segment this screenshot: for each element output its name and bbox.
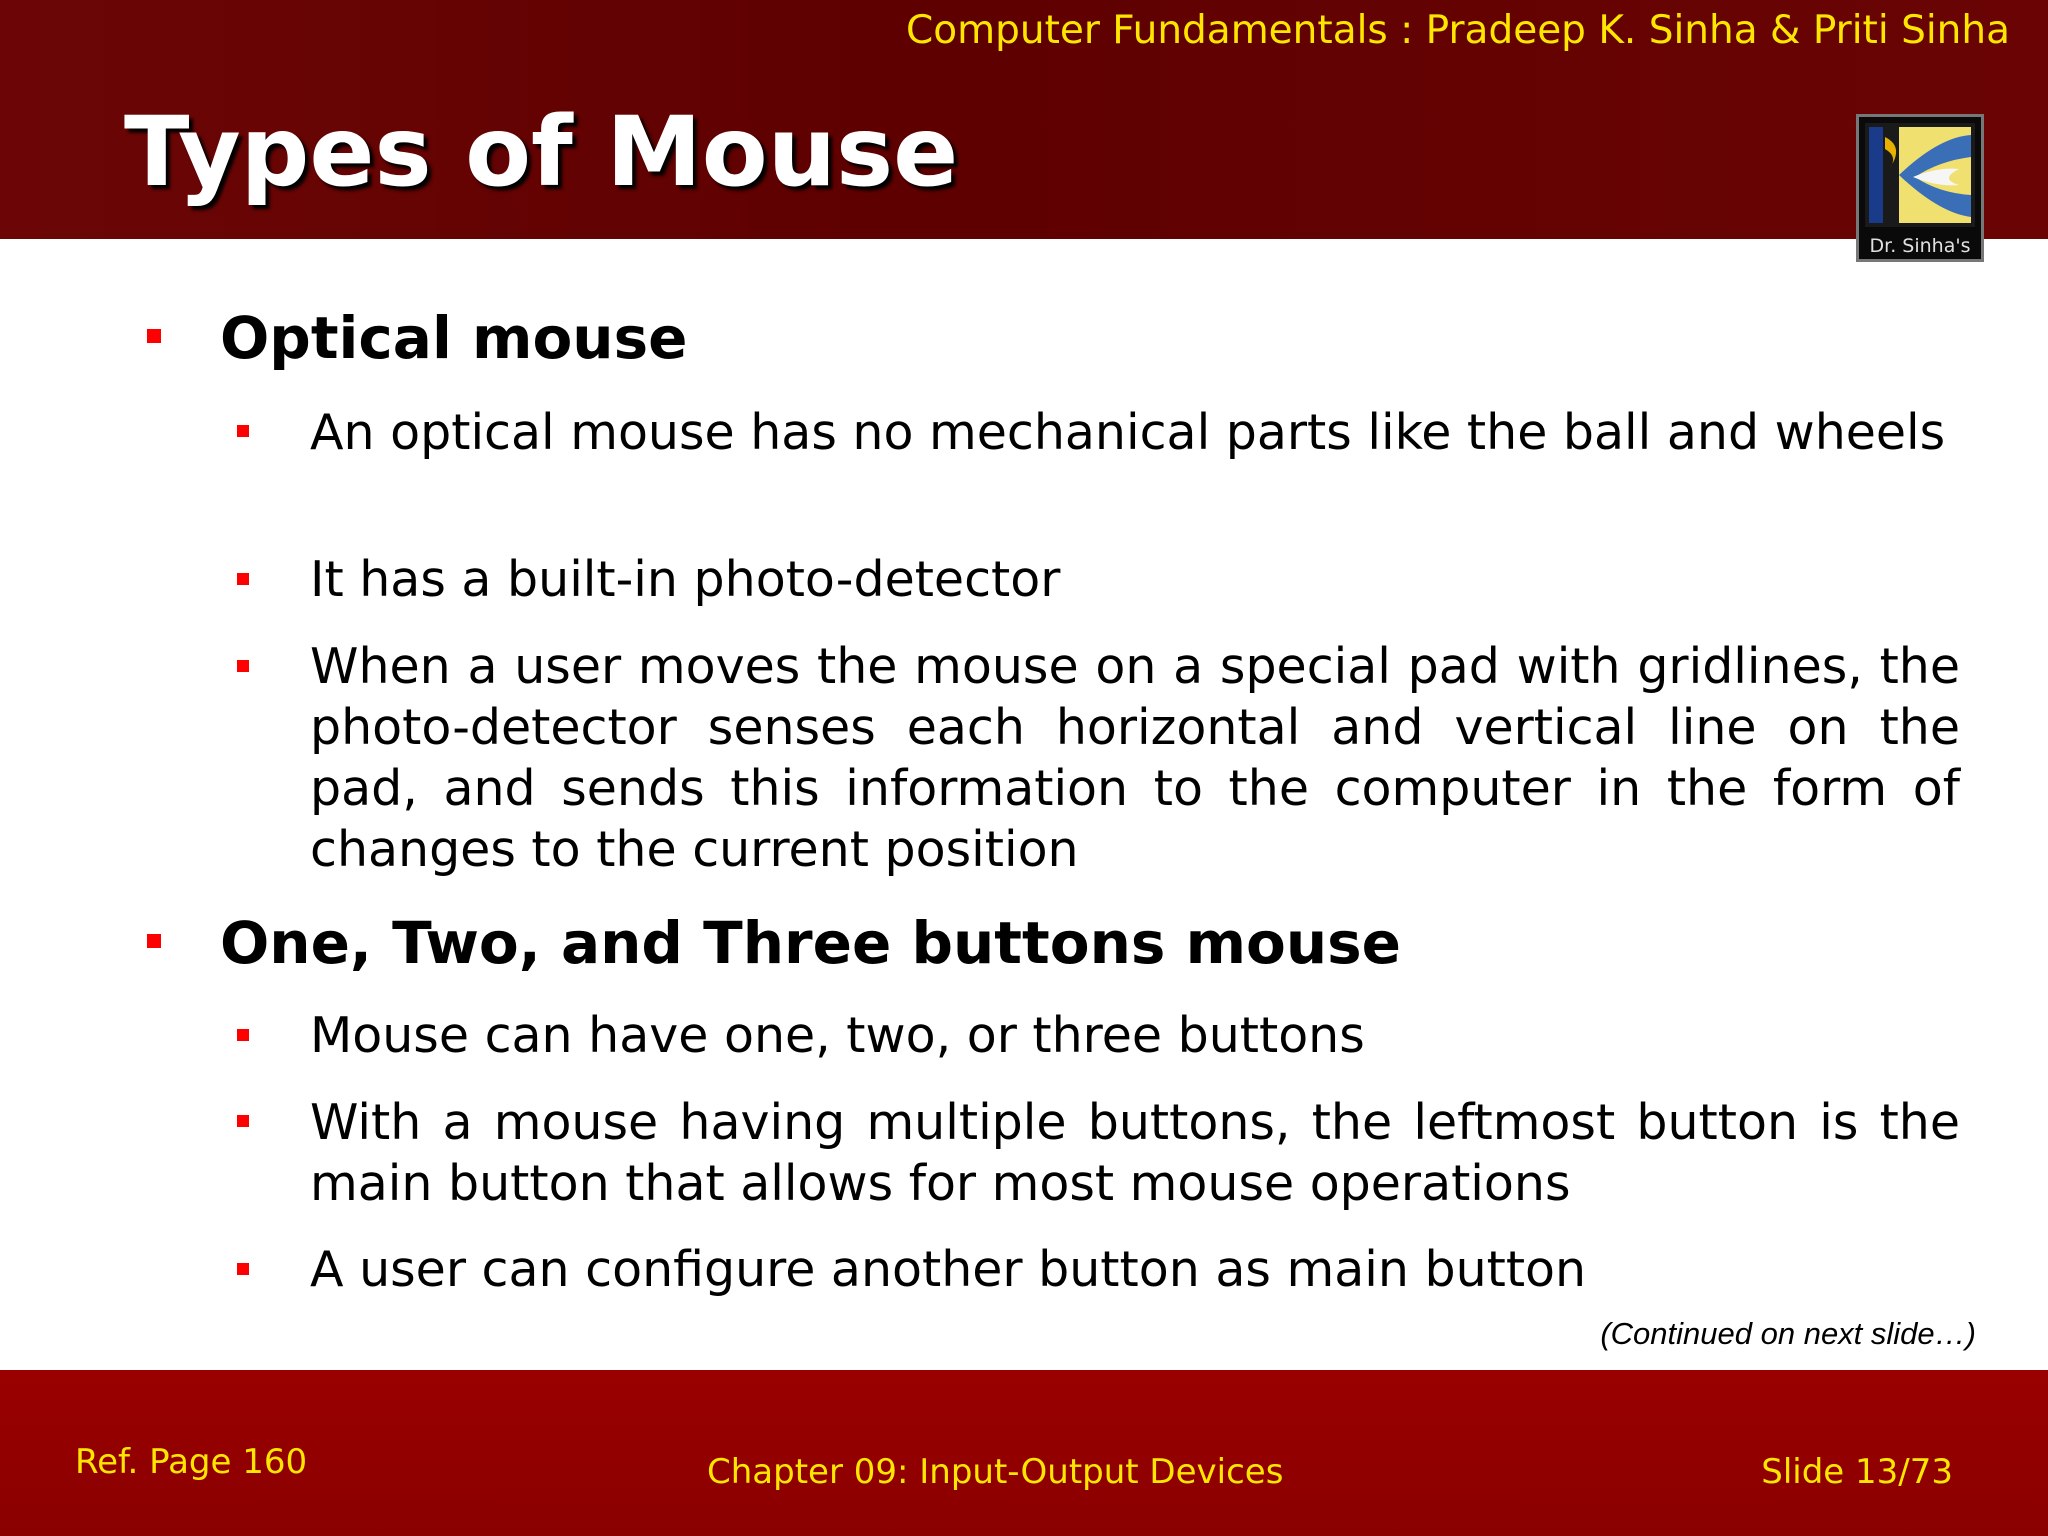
slide-header [0, 0, 2048, 239]
bullet-point: An optical mouse has no mechanical parts like the ball and wheels [310, 404, 1946, 461]
bullet-point: A user can configure another button as main button [310, 1241, 1587, 1298]
logo-emblem-icon [1859, 117, 1981, 235]
logo-caption: Dr. Sinha's [1869, 235, 1971, 257]
bullet-square-icon [147, 329, 161, 343]
slide-number: Slide 13/73 [1761, 1452, 1953, 1492]
slide-footer [0, 1370, 2048, 1536]
bullet-square-icon [237, 1115, 249, 1127]
chapter-title: Chapter 09: Input-Output Devices [707, 1452, 1284, 1492]
section-heading: One, Two, and Three buttons mouse [220, 909, 1402, 977]
bullet-square-icon [237, 573, 249, 585]
bullet-square-icon [237, 1029, 249, 1041]
author-logo [1856, 114, 1984, 262]
section-heading: Optical mouse [220, 304, 688, 372]
ref-page: Ref. Page 160 [75, 1442, 308, 1482]
bullet-point: With a mouse having multiple buttons, the leftmost button is the main button that allows for most mouse operations [310, 1094, 1960, 1212]
bullet-point: Mouse can have one, two, or three buttons [310, 1007, 1365, 1064]
bullet-square-icon [147, 934, 161, 948]
book-title: Computer Fundamentals : Pradeep K. Sinha & Priti Sinha [906, 8, 2010, 53]
slide-title: Types of Mouse [124, 96, 959, 208]
bullet-square-icon [237, 660, 249, 672]
bullet-square-icon [237, 425, 249, 437]
bullet-point: When a user moves the mouse on a special pad with gridlines, the photo-detector senses each horizontal and vertical line on the pad, and sends this information to the computer in the form of changes to the current position [310, 638, 1960, 878]
bullet-square-icon [237, 1263, 249, 1275]
bullet-point: It has a built-in photo-detector [310, 551, 1061, 608]
continued-note: (Continued on next slide…) [1600, 1316, 1976, 1351]
